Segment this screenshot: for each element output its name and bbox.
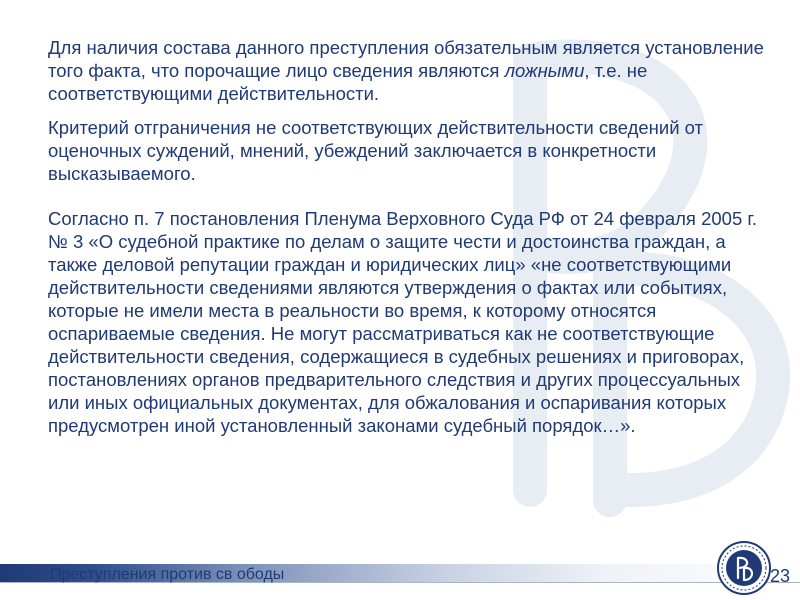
- page-number: 23: [769, 566, 790, 586]
- paragraph-falsity-start: Для наличия состава данного преступления обязательным является установление того факта, что порочащие лицо сведения являются: [48, 37, 764, 81]
- emphasis-false: ложными: [504, 60, 585, 81]
- university-seal-icon: [716, 540, 772, 596]
- paragraph-criterion: Критерий отграничения не соответствующих действительности сведений от оценочных суждений, мнений, убеждений заключается в конкретности высказываемого.: [48, 117, 704, 184]
- slide-body: [48, 36, 768, 437]
- paragraph-falsity: [48, 36, 768, 105]
- paragraph-falsity-end: , т.е. не соответствующими действительности.: [48, 60, 648, 104]
- footer-title: Преступления против св ободы: [50, 566, 285, 583]
- paragraph-plenum-ruling: Согласно п. 7 постановления Пленума Верховного Суда РФ от 24 февраля 2005 г. № 3 «О судебной практике по делам о защите чести и достоинства граждан, а также деловой репутации граждан и юридических лиц» «не соответствующими действительности сведениями являются утверждения о фактах или событиях, которые не имели места в реальности во время, к которому относятся оспариваемые сведения. Не могут рассматриваться как не соответствующие действительности сведения, содержащиеся в судебных решениях и приговорах, постановлениях органов предварительного следствия и других процессуальных или иных официальных документах, для обжалования и оспаривания которых предусмотрен иной установленный законами судебный порядок…».: [48, 208, 757, 436]
